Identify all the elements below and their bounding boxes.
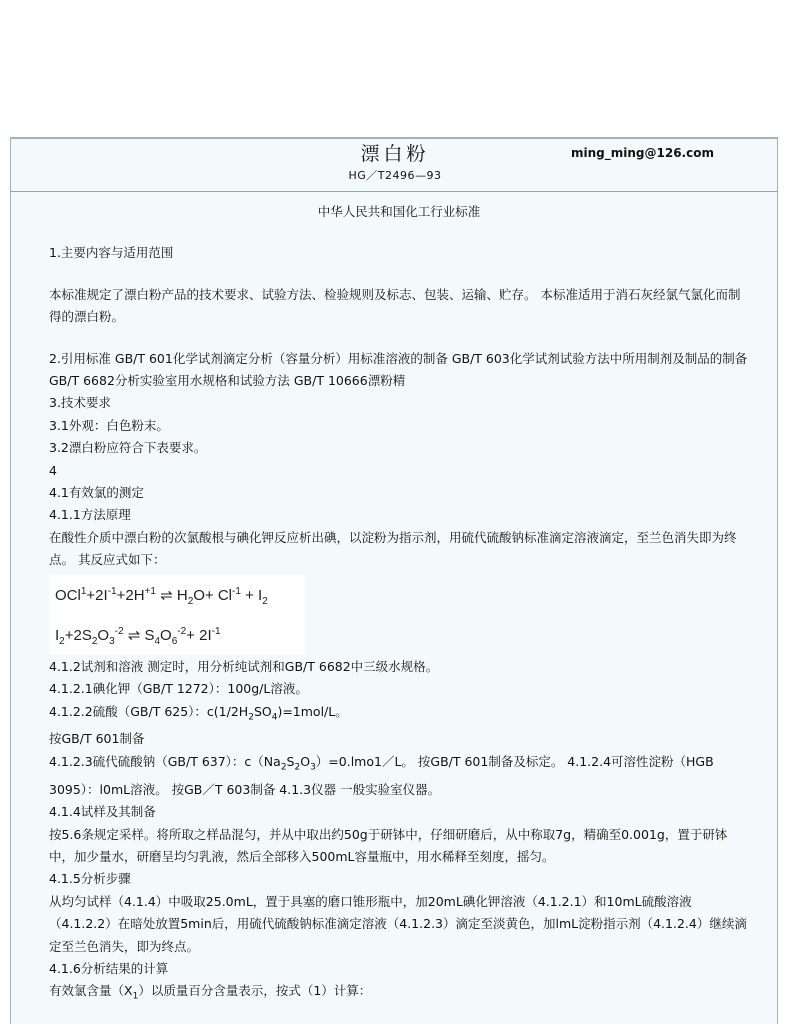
section-4: 4 [49, 462, 57, 478]
equation-line-2: $I_2+2S_2O_3^{-2}$ ⇌ $S_4O_6^{-2}+ 2I^{-1}$ [55, 625, 221, 647]
document-body [49, 201, 749, 1008]
section-4-1-2-3: 4.1.2.3硫代硫酸钠（GB/T 637）：$c(Na_2S_2O_3)=0.lmo1/L$。 按GB/T 601制备及标定。 4.1.2.4可溶性淀粉（HGB 3095）：l0mL溶液。 按GB／T 603制备 4.1.3仪器 一般实验室仪器。 [49, 753, 714, 797]
section-1-title: 1.主要内容与适用范围 [49, 245, 174, 261]
document-frame [10, 137, 778, 1024]
section-4-1-4: 4.1.4试样及其制备 [49, 804, 156, 820]
section-4-1-2-1: 4.1.2.1碘化钾（GB/T 1272）：100g/L溶液。 [49, 681, 308, 697]
section-1-text: 本标准规定了漂白粉产品的技术要求、试验方法、检验规则及标志、包装、运输、贮存。 本标准适用于消石灰经氯气氯化而制得的漂白粉。 [49, 286, 741, 325]
section-4-1-2: 4.1.2试剂和溶液 测定时，用分析纯试剂和GB/T 6682中三级水规格。 [49, 658, 439, 674]
section-4-1-6: 4.1.6分析结果的计算 [49, 960, 169, 976]
reaction-equation-image [49, 575, 305, 655]
section-4-1-2-2: 4.1.2.2硫酸（GB/T 625）：$c(1/2H_2SO_4)=1mol/L$。 [49, 703, 348, 722]
section-4-1-1: 4.1.1方法原理 [49, 507, 131, 523]
equation-line-1: $OCl^1+2I^{-1}+2H^{+1}$ ⇌ $H_2O+ Cl^{-1} + I_2$ [55, 585, 268, 607]
section-4-1-1-text: 在酸性介质中漂白粉的次氯酸根与碘化钾反应析出碘，以淀粉为指示剂，用硫代硫酸钠标准滴定溶液滴定，至兰色消失即为终点。 其反应式如下： [49, 529, 737, 568]
standard-code: HG／T2496—93 [348, 169, 442, 182]
section-3-2: 3.2漂白粉应符合下表要求。 [49, 440, 207, 456]
author-email: ming_ming@126.com [571, 146, 714, 160]
section-4-1: 4.1有效氯的测定 [49, 485, 144, 501]
section-3-1: 3.1外观：白色粉末。 [49, 417, 169, 433]
section-4-1-5: 4.1.5分析步骤 [49, 871, 131, 887]
section-4-1-6-text: 有效氯含量$(X_1)$以质量百分含量表示，按式（1）计算： [49, 983, 372, 1002]
header-divider [11, 191, 777, 192]
section-4-1-2-2-ref: 按GB/T 601制备 [49, 731, 145, 747]
page-title: 漂白粉 [360, 143, 430, 165]
section-2-text: 2.引用标准 GB/T 601化学试剂滴定分析（容量分析）用标准溶液的制备 GB/T 603化学试剂试验方法中所用制剂及制品的制备 GB/T 6682分析实验室用水规格和试验方法 GB/T 10666漂粉精 [49, 350, 748, 389]
section-3-title: 3.技术要求 [49, 395, 111, 411]
section-4-1-4-text: 按5.6条规定采样。将所取之样品混匀，并从中取出约50g于研钵中，仔细研磨后，从中称取7g，精确至0.001g，置于研钵中，加少量水，研磨呈均匀乳液，然后全部移入500mL容量瓶中，用水稀释至刻度，摇匀。 [49, 826, 728, 864]
section-4-1-5-text: 从均匀试样（4.1.4）中吸取25.0mL，置于具塞的磨口锥形瓶中，加20mL碘化钾溶液（4.1.2.1）和10mL硫酸溶液（4.1.2.2）在暗处放置5min后，用硫代硫酸钠标准滴定溶液（4.1.2.3）滴定至淡黄色，加lmL淀粉指示剂（4.1.2.4）继续滴定至兰色消失，即为终点。 [49, 893, 747, 954]
document-heading: 中华人民共和国化工行业标准 [317, 204, 481, 219]
